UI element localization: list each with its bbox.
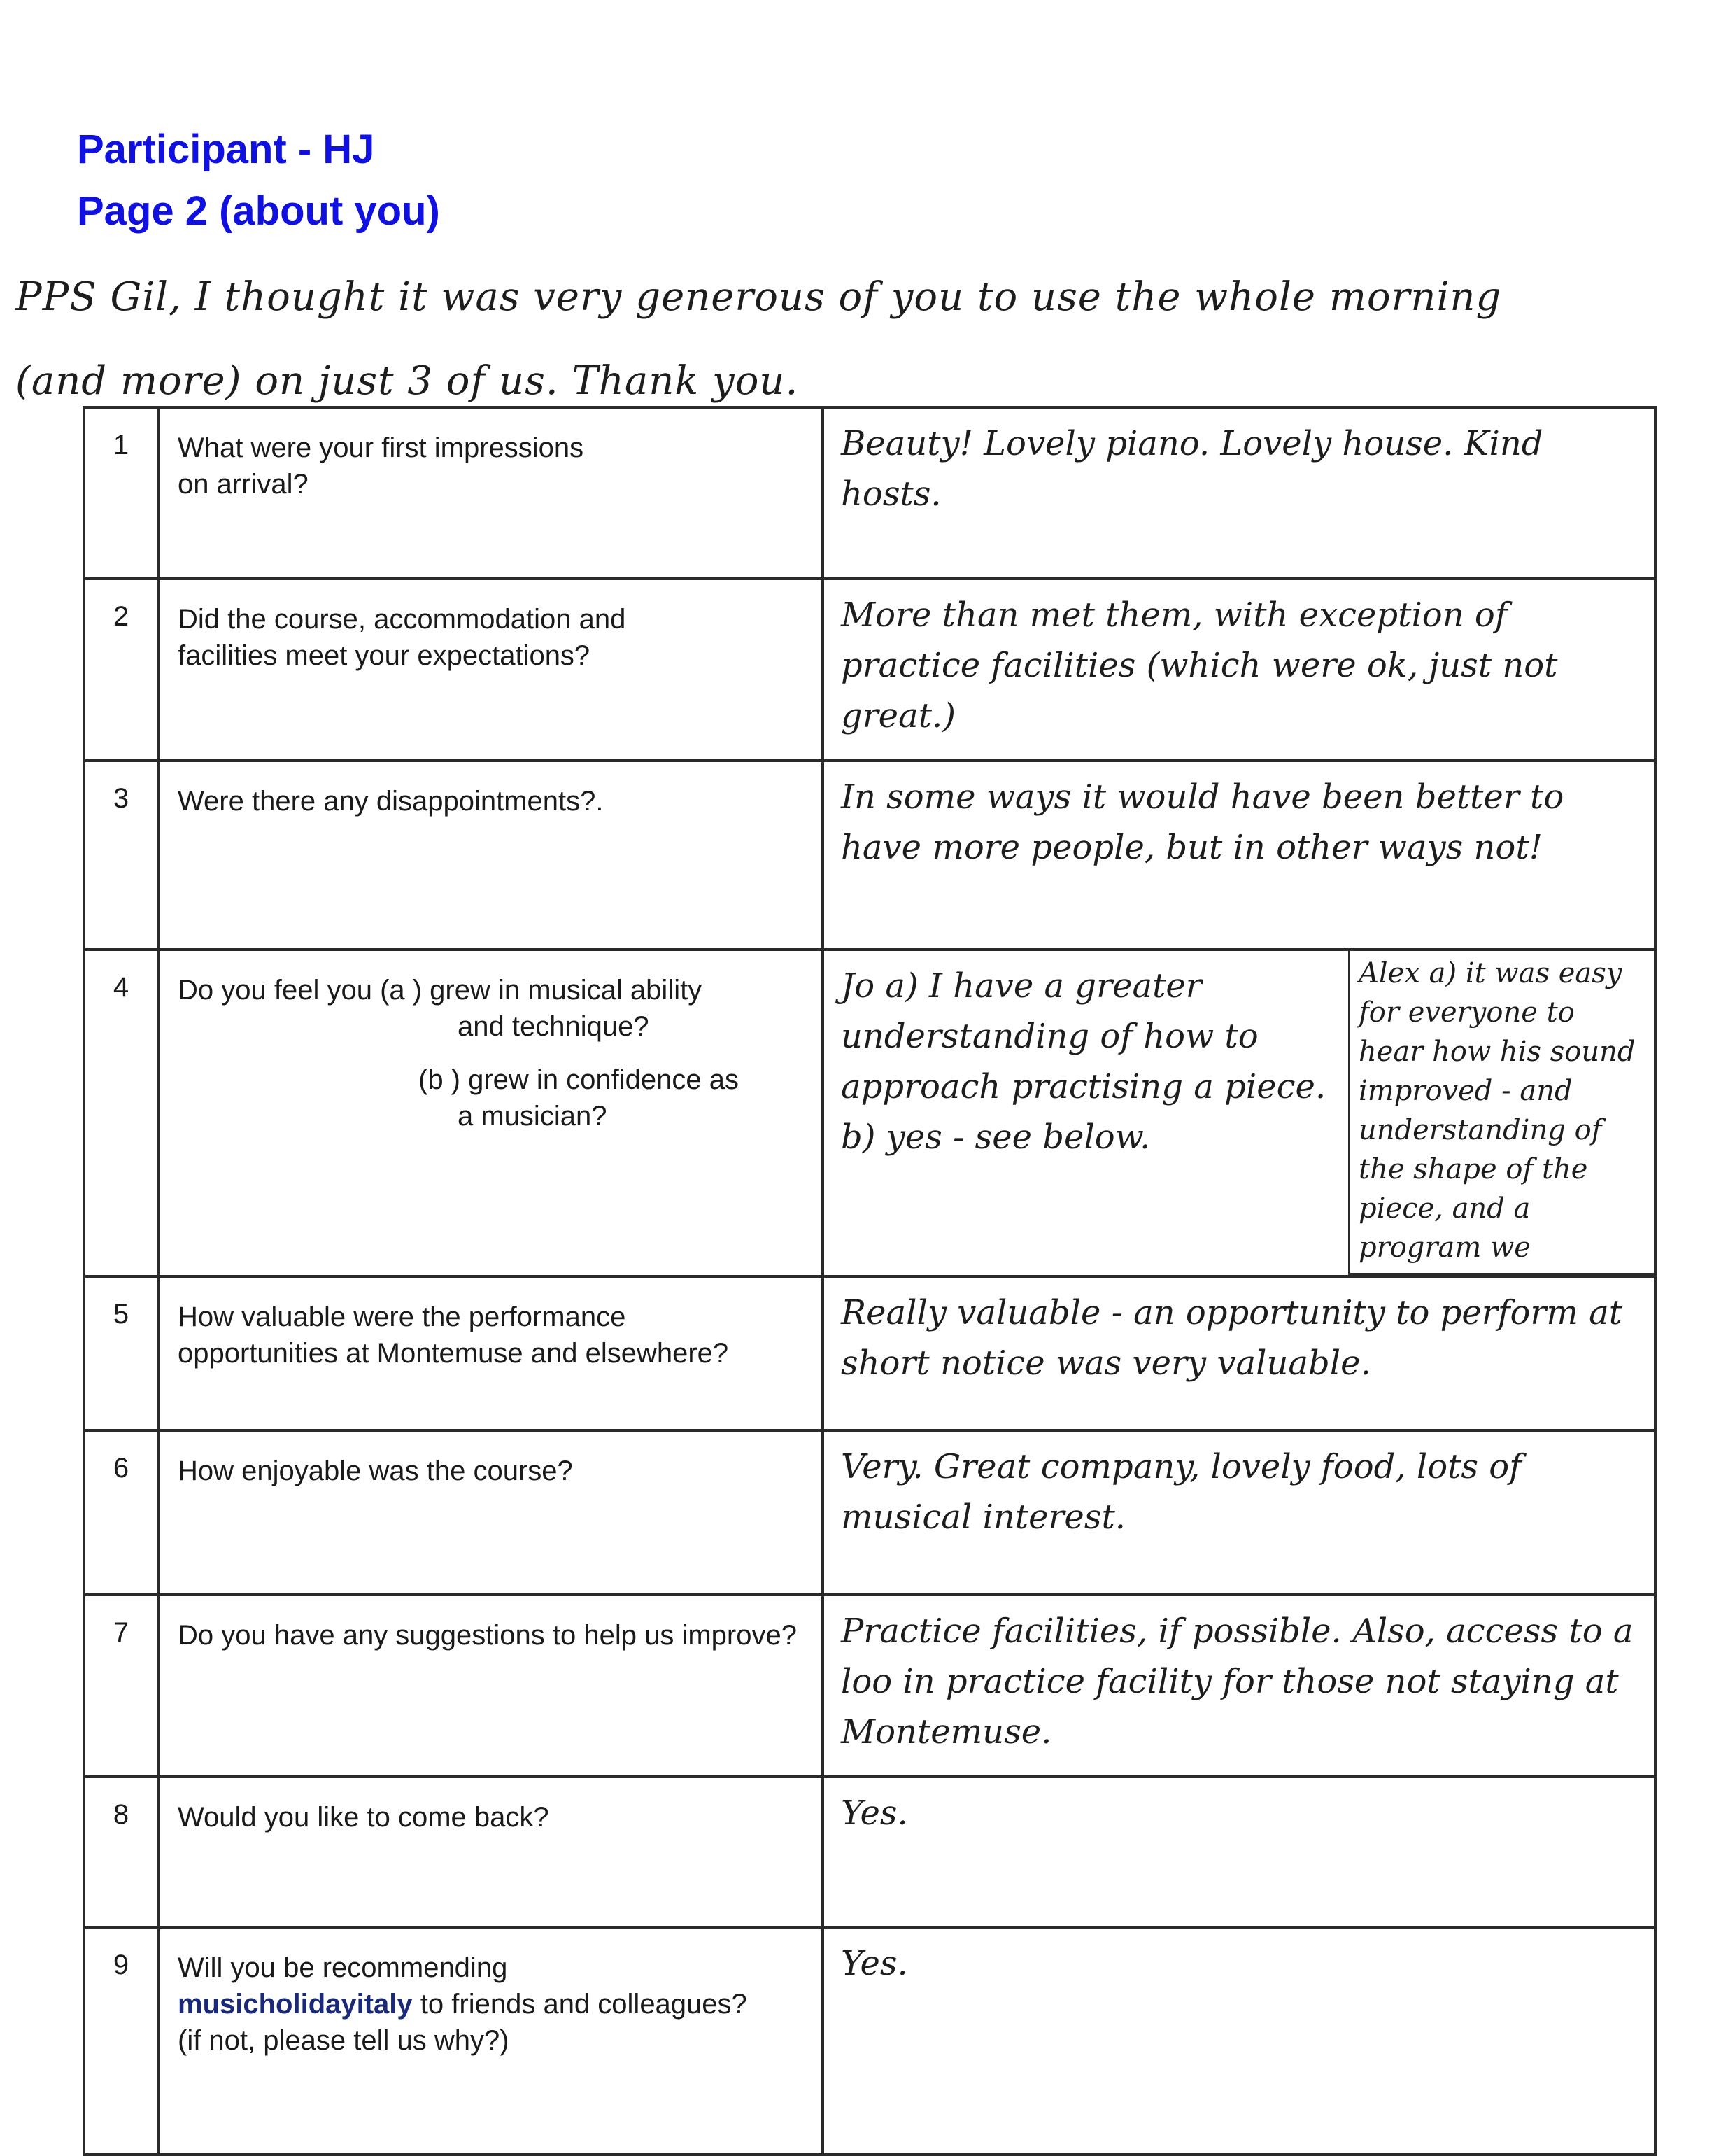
question-text: Do you have any suggestions to help us improve? <box>158 1595 823 1777</box>
feedback-form-table <box>83 406 1657 2156</box>
table-row <box>84 1777 1655 1927</box>
answer-field[interactable]: Yes. <box>823 1777 1655 1927</box>
question-text: How enjoyable was the course? <box>158 1430 823 1595</box>
table-row <box>84 579 1655 761</box>
question-text: How valuable were the performance opportunities at Montemuse and elsewhere? <box>158 1276 823 1430</box>
question-number: 4 <box>84 950 158 1276</box>
note-line-1: PPS Gil, I thought it was very generous of you to use the whole morning <box>15 274 1502 320</box>
question-number: 2 <box>84 579 158 761</box>
question-text: What were your first impressions on arrival? <box>158 407 823 579</box>
question-number: 6 <box>84 1430 158 1595</box>
handwritten-note <box>15 255 1708 423</box>
note-line-2: (and more) on just 3 of us. Thank you. <box>15 358 799 404</box>
answer-field[interactable]: Beauty! Lovely piano. Lovely house. Kind hosts. <box>823 407 1655 579</box>
question-text: Were there any disappointments?. <box>158 761 823 950</box>
question-text: Will you be recommending musicholidayitaly to friends and colleagues? (if not, please tell us why?) <box>158 1927 823 2155</box>
table-row <box>84 1430 1655 1595</box>
answer-field[interactable]: More than met them, with exception of practice facilities (which were ok, just not great.) <box>823 579 1655 761</box>
question-number: 7 <box>84 1595 158 1777</box>
answer-jo: Jo a) I have a greater understanding of how to approach practising a piece. b) yes - see below. <box>841 966 1326 1157</box>
answer-field[interactable]: Very. Great company, lovely food, lots of musical interest. <box>823 1430 1655 1595</box>
table-row <box>84 761 1655 950</box>
answer-field[interactable]: Practice facilities, if possible. Also, access to a loo in practice facility for those not staying at Montemuse. <box>823 1595 1655 1777</box>
table-row <box>84 407 1655 579</box>
answer-alex: Alex a) it was easy for everyone to hear how his sound improved - and understanding of the shape of the piece, and a program we <box>1348 948 1654 1275</box>
table-row <box>84 950 1655 1276</box>
question-text: Do you feel you (a ) grew in musical ability and technique? (b ) grew in confidence as a musician? <box>158 950 823 1276</box>
page-title: Page 2 (about you) <box>77 188 440 234</box>
question-number: 8 <box>84 1777 158 1927</box>
table-row <box>84 1927 1655 2155</box>
brand-name: musicholidayitaly <box>178 1989 413 2020</box>
table-row <box>84 1276 1655 1430</box>
table-row <box>84 1595 1655 1777</box>
question-text: Would you like to come back? <box>158 1777 823 1927</box>
question-number: 5 <box>84 1276 158 1430</box>
answer-field[interactable]: Really valuable - an opportunity to perform at short notice was very valuable. <box>823 1276 1655 1430</box>
question-number: 1 <box>84 407 158 579</box>
participant-title: Participant - HJ <box>77 127 375 172</box>
question-number: 3 <box>84 761 158 950</box>
question-number: 9 <box>84 1927 158 2155</box>
answer-field[interactable] <box>823 950 1655 1276</box>
document-header <box>77 119 440 242</box>
question-text: Did the course, accommodation and facilities meet your expectations? <box>158 579 823 761</box>
answer-field[interactable]: In some ways it would have been better to have more people, but in other ways not! <box>823 761 1655 950</box>
answer-field[interactable]: Yes. <box>823 1927 1655 2155</box>
